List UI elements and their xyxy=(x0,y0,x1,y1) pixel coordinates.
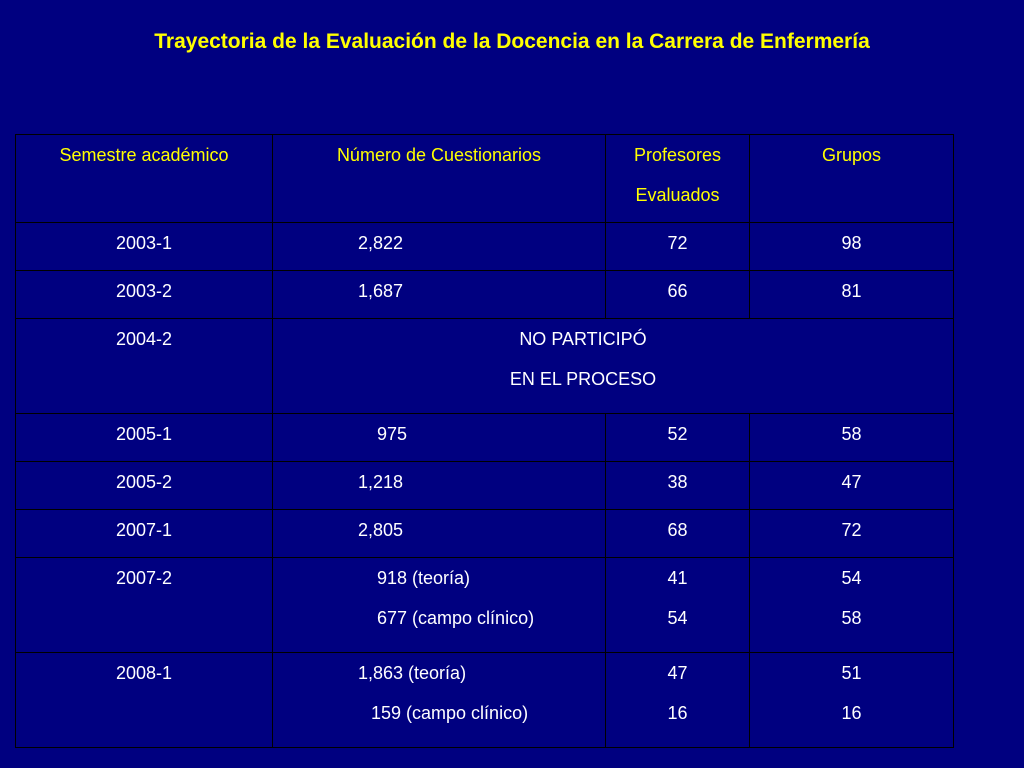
header-semestre: Semestre académico xyxy=(16,135,273,223)
grupos-campo-clinico: 58 xyxy=(841,608,862,628)
cell-profesores: 68 xyxy=(606,510,750,558)
cuestionarios-teoria: 1,863 (teoría) xyxy=(358,663,467,683)
profesores-teoria: 47 xyxy=(667,663,688,683)
cell-profesores: 66 xyxy=(606,271,750,319)
table-row xyxy=(16,271,954,319)
profesores-campo-clinico: 16 xyxy=(667,703,688,723)
table-row xyxy=(16,319,954,414)
cell-grupos: 81 xyxy=(750,271,954,319)
cell-cuestionarios xyxy=(273,653,606,748)
slide-title: Trayectoria de la Evaluación de la Docencia en la Carrera de Enfermería xyxy=(154,30,870,53)
grupos-teoria: 51 xyxy=(841,663,862,683)
cell-semestre: 2007-1 xyxy=(16,510,273,558)
grupos-teoria: 54 xyxy=(841,568,862,588)
cell-semestre: 2004-2 xyxy=(16,319,273,414)
cell-cuestionarios: 1,687 xyxy=(273,271,606,319)
cell-cuestionarios xyxy=(273,558,606,653)
cell-semestre: 2003-1 xyxy=(16,223,273,271)
cell-semestre: 2003-2 xyxy=(16,271,273,319)
cell-cuestionarios: 2,822 xyxy=(273,223,606,271)
cell-semestre: 2007-2 xyxy=(16,558,273,653)
grupos-campo-clinico: 16 xyxy=(841,703,862,723)
header-cuestionarios: Número de Cuestionarios xyxy=(273,135,606,223)
cell-semestre: 2005-2 xyxy=(16,462,273,510)
table-row xyxy=(16,223,954,271)
note-line1: NO PARTICIPÓ xyxy=(519,329,647,349)
header-profesores xyxy=(606,135,750,223)
table-row xyxy=(16,414,954,462)
header-profesores-line2: Evaluados xyxy=(635,185,720,205)
cell-profesores xyxy=(606,558,750,653)
cell-cuestionarios: 1,218 xyxy=(273,462,606,510)
cell-grupos: 98 xyxy=(750,223,954,271)
table-row xyxy=(16,510,954,558)
table-header-row xyxy=(16,135,954,223)
evaluation-table xyxy=(15,134,954,748)
cell-profesores: 38 xyxy=(606,462,750,510)
cell-grupos: 58 xyxy=(750,414,954,462)
cell-profesores: 52 xyxy=(606,414,750,462)
cell-cuestionarios: 975 xyxy=(273,414,606,462)
cell-grupos xyxy=(750,653,954,748)
table-row xyxy=(16,558,954,653)
cell-grupos xyxy=(750,558,954,653)
table-row xyxy=(16,462,954,510)
cell-semestre: 2008-1 xyxy=(16,653,273,748)
header-profesores-line1: Profesores xyxy=(633,145,722,165)
cuestionarios-teoria: 918 (teoría) xyxy=(377,568,471,588)
cell-no-participo xyxy=(273,319,954,414)
cuestionarios-campo-clinico: 159 (campo clínico) xyxy=(371,703,529,723)
profesores-campo-clinico: 54 xyxy=(667,608,688,628)
table-row xyxy=(16,653,954,748)
cuestionarios-campo-clinico: 677 (campo clínico) xyxy=(377,608,535,628)
cell-cuestionarios: 2,805 xyxy=(273,510,606,558)
cell-profesores xyxy=(606,653,750,748)
cell-semestre: 2005-1 xyxy=(16,414,273,462)
header-grupos: Grupos xyxy=(750,135,954,223)
profesores-teoria: 41 xyxy=(667,568,688,588)
cell-grupos: 47 xyxy=(750,462,954,510)
note-line2: EN EL PROCESO xyxy=(509,369,657,389)
cell-profesores: 72 xyxy=(606,223,750,271)
cell-grupos: 72 xyxy=(750,510,954,558)
